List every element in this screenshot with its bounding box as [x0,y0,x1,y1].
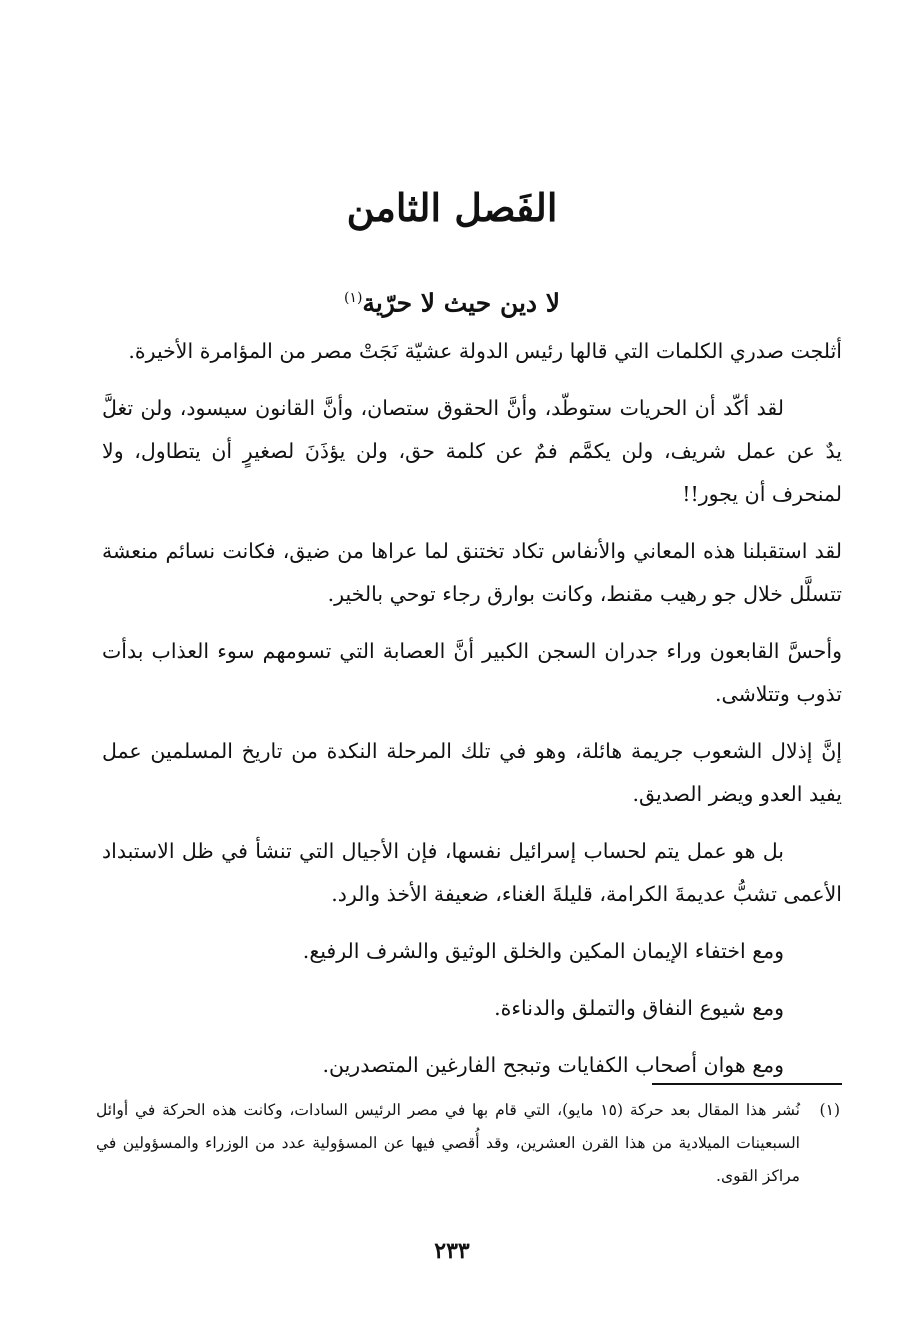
paragraph: أثلجت صدري الكلمات التي قالها رئيس الدولة عشيّة نَجَتْ مصر من المؤامرة الأخيرة. [128,339,842,363]
paragraph: ومع شيوع النفاق والتملق والدناءة. [494,996,784,1020]
paragraph: لقد استقبلنا هذه المعاني والأنفاس تكاد تختنق لما عراها من ضيق، فكانت نسائم منعشة تتسلَّل خلال جو رهيب مقنط، وكانت بوارق رجاء توحي بالخير. [102,539,842,606]
page-number: ٢٣٣ [434,1238,470,1264]
paragraph: لقد أكّد أن الحريات ستوطّد، وأنَّ الحقوق ستصان، وأنَّ القانون سيسود، ولن تغلَّ يدٌ عن عمل شريف، ولن يكمَّم فمٌ عن كلمة حق، ولن يؤذَنَ لصغيرٍ أن يتطاول، ولا لمنحرف أن يجور!! [102,396,842,506]
article-heading [0,278,904,323]
paragraph: ومع هوان أصحاب الكفايات وتبجح الفارغين المتصدرين. [322,1053,784,1077]
paragraph: إنَّ إذلال الشعوب جريمة هائلة، وهو في تلك المرحلة النكدة من تاريخ المسلمين عمل يفيد العدو ويضر الصديق. [102,739,842,806]
footnote [96,1094,840,1193]
footnote-divider [652,1083,842,1085]
article-title: لا دين حيث لا حرّية [362,288,561,318]
paragraph: ومع اختفاء الإيمان المكين والخلق الوثيق والشرف الرفيع. [302,939,784,963]
paragraph: وأحسَّ القابعون وراء جدران السجن الكبير أنَّ العصابة التي تسومهم سوء العذاب بدأت تذوب وتتلاشى. [102,639,842,706]
article-body [102,330,842,1101]
footnote-text: نُشر هذا المقال بعد حركة (١٥ مايو)، التي قام بها في مصر الرئيس السادات، وكانت هذه الحركة في أوائل السبعينات الميلادية من هذا القرن العشرين، وقد أُقصي فيها عن المسؤولية عدد من الوزراء والمسؤولين في مراكز القوى. [96,1101,800,1185]
footnote-marker: (١) [819,1101,840,1119]
footnote-reference: (١) [343,290,363,306]
paragraph: بل هو عمل يتم لحساب إسرائيل نفسها، فإن الأجيال التي تنشأ في ظل الاستبداد الأعمى تشبُّ عديمةَ الكرامة، قليلةَ الغناء، ضعيفة الأخذ والرد. [102,839,842,906]
footnotes [96,1094,840,1193]
chapter-title: الفَصل الثامن [346,185,558,230]
